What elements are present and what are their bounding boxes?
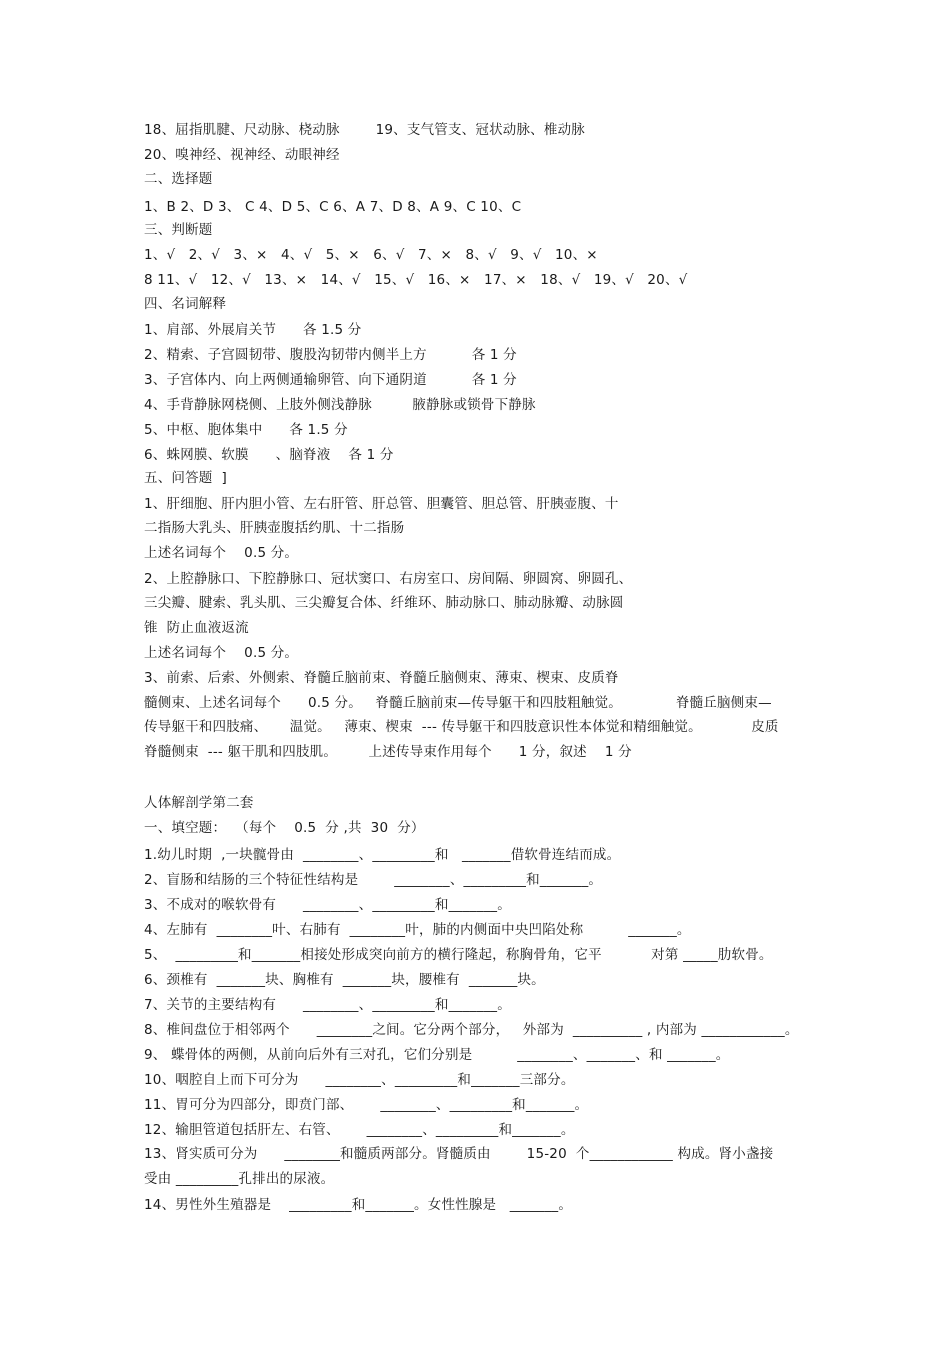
term-answer-1: 1、肩部、外展肩关节 各 1.5 分 xyxy=(144,322,362,338)
fill-question-13-line1: 13、肾实质可分为 ________和髓质两部分。肾髓质由 15-20 个____________ 构成。肾小盏接 xyxy=(144,1146,774,1162)
fill-question-3: 3、不成对的喉软骨有 ________、_________和_______。 xyxy=(144,897,511,913)
qa-answer-2-line2: 三尖瓣、腱索、乳头肌、三尖瓣复合体、纤维环、肺动脉口、肺动脉瓣、动脉圆 xyxy=(144,595,624,611)
term-answer-3: 3、子宫体内、向上两侧通输卵管、向下通阴道 各 1 分 xyxy=(144,372,517,388)
term-answer-5: 5、中枢、胞体集中 各 1.5 分 xyxy=(144,422,348,438)
term-answer-6: 6、蛛网膜、软膜 、脑脊液 各 1 分 xyxy=(144,447,394,463)
qa-answer-1-line1: 1、肝细胞、肝内胆小管、左右肝管、肝总管、胆囊管、胆总管、肝胰壶腹、十 xyxy=(144,496,619,512)
judge-answers-11-20: 8 11、√ 12、√ 13、× 14、√ 15、√ 16、× 17、× 18、√ 19、√ 20、√ xyxy=(144,272,688,288)
qa-answer-3-line2: 髓侧束、上述名词每个 0.5 分。 脊髓丘脑前束—传导躯干和四肢粗触觉。 脊髓丘脑侧束— xyxy=(144,695,772,711)
fill-question-2: 2、盲肠和结肠的三个特征性结构是 ________、_________和_______。 xyxy=(144,872,603,888)
qa-answer-3-line1: 3、前索、后索、外侧索、脊髓丘脑前束、脊髓丘脑侧束、薄束、楔束、皮质脊 xyxy=(144,670,619,686)
fill-question-4: 4、左肺有 ________叶、右肺有 ________叶，肺的内侧面中央凹陷处称 _______。 xyxy=(144,922,691,938)
fill-question-6: 6、颈椎有 _______块、胸椎有 _______块，腰椎有 _______块。 xyxy=(144,972,545,988)
qa-answer-2-score: 上述名词每个 0.5 分。 xyxy=(144,645,299,661)
fill-question-12: 12、输胆管道包括肝左、右管、 ________、_________和_______。 xyxy=(144,1122,575,1138)
qa-answer-3-line3: 传导躯干和四肢痛、 温觉。 薄束、楔束 --- 传导躯干和四肢意识性本体觉和精细触觉。 皮质 xyxy=(144,719,779,735)
second-set-title: 人体解剖学第二套 xyxy=(144,795,254,811)
section-heading-qa: 五、问答题 ] xyxy=(144,470,227,486)
section-heading-terms: 四、名词解释 xyxy=(144,296,227,312)
qa-answer-3-line4: 脊髓侧束 --- 躯干肌和四肢肌。 上述传导束作用每个 1 分，叙述 1 分 xyxy=(144,744,632,760)
answer-line-20: 20、嗅神经、视神经、动眼神经 xyxy=(144,147,340,163)
fill-question-1: 1.幼儿时期 ,一块髋骨由 ________、_________和 _______借软骨连结而成。 xyxy=(144,847,621,863)
term-answer-4: 4、手背静脉网桡侧、上肢外侧浅静脉 腋静脉或锁骨下静脉 xyxy=(144,397,536,413)
fill-question-5: 5、 _________和_______相接处形成突向前方的横行隆起，称胸骨角，它平 对第 _____肋软骨。 xyxy=(144,947,773,963)
qa-answer-2-line3: 锥 防止血液返流 xyxy=(144,620,249,636)
qa-answer-1-score: 上述名词每个 0.5 分。 xyxy=(144,545,299,561)
fill-question-11: 11、胃可分为四部分，即贲门部、 ________、_________和_______。 xyxy=(144,1097,589,1113)
judge-answers-1-10: 1、√ 2、√ 3、× 4、√ 5、× 6、√ 7、× 8、√ 9、√ 10、× xyxy=(144,247,598,263)
section-heading-choice: 二、选择题 xyxy=(144,171,213,187)
fill-question-9: 9、 蝶骨体的两侧，从前向后外有三对孔，它们分别是 ________、_______、和 _______。 xyxy=(144,1047,730,1063)
answer-line-18-19: 18、屈指肌腱、尺动脉、桡动脉 19、支气管支、冠状动脉、椎动脉 xyxy=(144,122,585,138)
term-answer-2: 2、精索、子宫圆韧带、腹股沟韧带内侧半上方 各 1 分 xyxy=(144,347,517,363)
fill-question-8: 8、椎间盘位于相邻两个 ________之间。它分两个部分， 外部为 __________ , 内部为 ____________。 xyxy=(144,1022,799,1038)
qa-answer-1-line2: 二指肠大乳头、肝胰壶腹括约肌、十二指肠 xyxy=(144,520,405,536)
fill-question-13-line2: 受由 _________孔排出的尿液。 xyxy=(144,1171,335,1187)
fill-question-7: 7、关节的主要结构有 ________、_________和_______。 xyxy=(144,997,511,1013)
qa-answer-2-line1: 2、上腔静脉口、下腔静脉口、冠状窦口、右房室口、房间隔、卵圆窝、卵圆孔、 xyxy=(144,571,633,587)
section-heading-fill: 一、填空题： （每个 0.5 分 ,共 30 分） xyxy=(144,820,425,836)
fill-question-10: 10、咽腔自上而下可分为 ________、_________和_______三部分。 xyxy=(144,1072,575,1088)
fill-question-14: 14、男性外生殖器是 _________和_______。女性性腺是 _______。 xyxy=(144,1197,573,1213)
choice-answers: 1、B 2、D 3、 C 4、D 5、C 6、A 7、D 8、A 9、C 10、C xyxy=(144,199,522,215)
section-heading-judge: 三、判断题 xyxy=(144,222,213,238)
